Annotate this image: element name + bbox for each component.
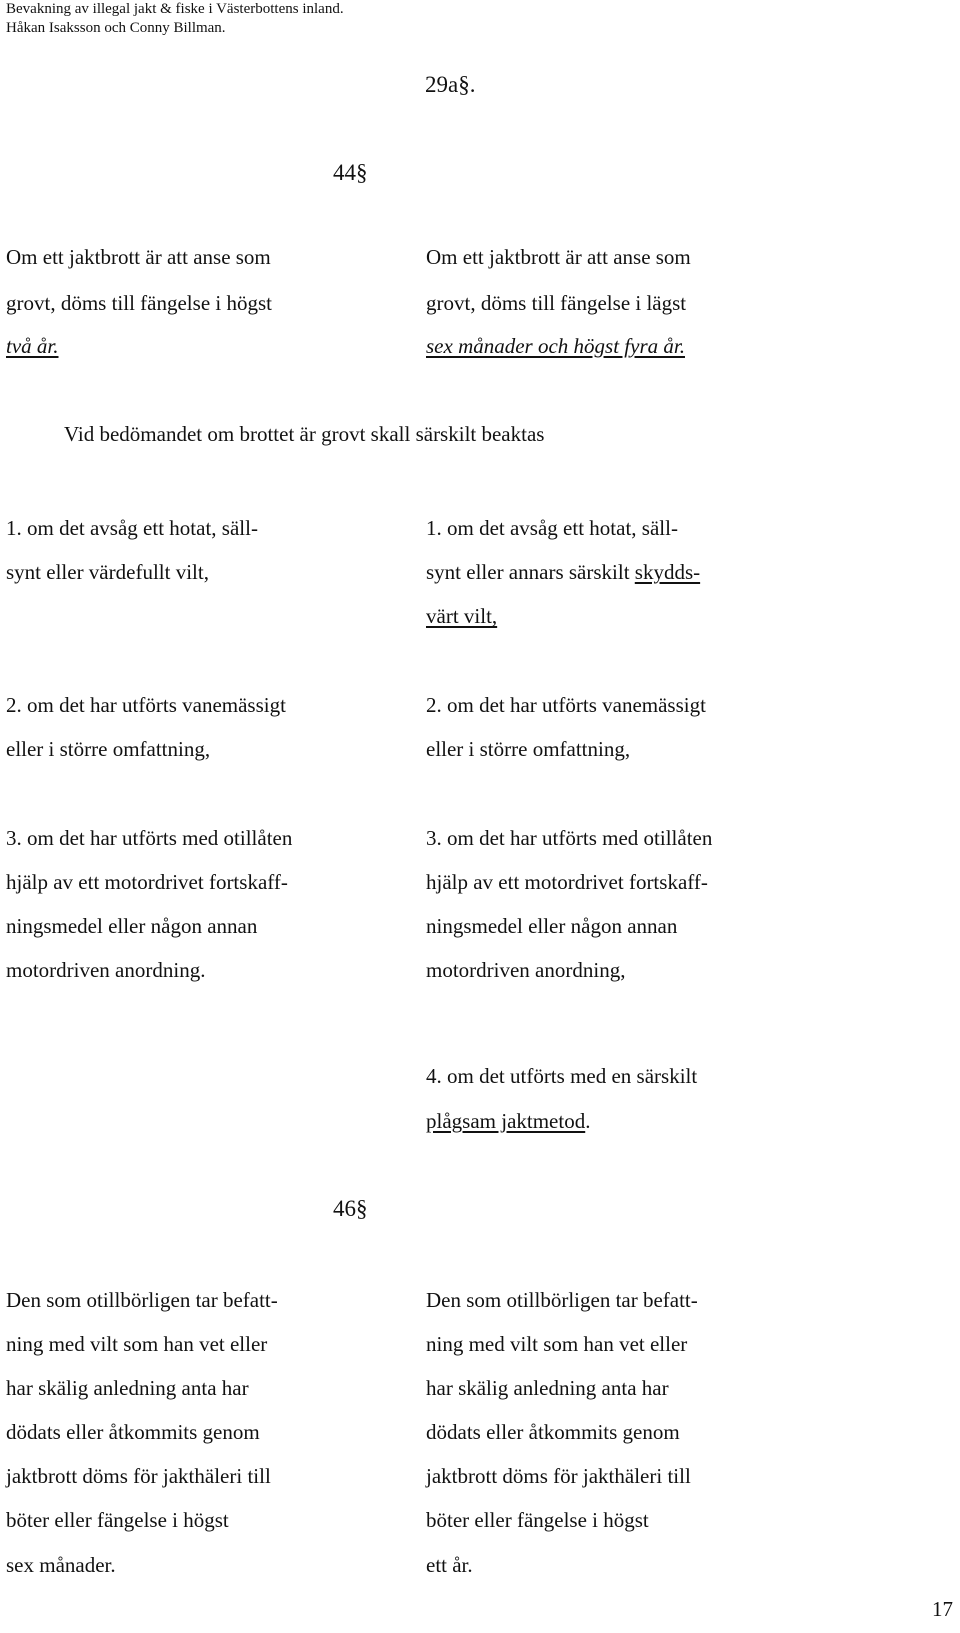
text-line: jaktbrott döms för jakthäleri till [426, 1464, 691, 1488]
text-line: har skälig anledning anta har [426, 1376, 669, 1400]
item1-left-line: synt eller värdefullt vilt, [6, 560, 209, 584]
section-heading: Vid bedömandet om brottet är grovt skall särskilt beaktas [64, 422, 545, 446]
section-46-label: 46§ [333, 1196, 368, 1221]
text-line: ning med vilt som han vet eller [6, 1332, 268, 1356]
text-line: har skälig anledning anta har [6, 1376, 249, 1400]
item3-left-line: motordriven anordning. [6, 958, 206, 982]
text-line: Den som otillbörligen tar befatt- [6, 1288, 278, 1312]
item4-right-line [426, 1108, 590, 1134]
item1-right-line [426, 559, 700, 585]
text-line: grovt, döms till fängelse i högst [6, 291, 272, 315]
text-line: dödats eller åtkommits genom [426, 1420, 680, 1444]
item3-left-line: 3. om det har utförts med otillåten [6, 826, 293, 850]
header-line-2: Håkan Isaksson och Conny Billman. [6, 20, 226, 36]
item1-left-line: 1. om det avsåg ett hotat, säll- [6, 516, 258, 540]
text-line: Om ett jaktbrott är att anse som [426, 245, 691, 269]
item3-right-line: motordriven anordning, [426, 958, 626, 982]
text-line: ett år. [426, 1553, 473, 1577]
item2-left-line: eller i större omfattning, [6, 737, 211, 761]
item4-right-line: 4. om det utförts med en särskilt [426, 1064, 698, 1088]
item2-left-line: 2. om det har utförts vanemässigt [6, 693, 286, 717]
text-line: dödats eller åtkommits genom [6, 1420, 260, 1444]
section-44-label: 44§ [333, 160, 368, 185]
text-line: sex månader. [6, 1553, 116, 1577]
text-line: böter eller fängelse i högst [6, 1508, 229, 1532]
item3-right-line: ningsmedel eller någon annan [426, 914, 678, 938]
item3-left-line: hjälp av ett motordrivet fortskaff- [6, 870, 288, 894]
text-line: Den som otillbörligen tar befatt- [426, 1288, 698, 1312]
text-line: grovt, döms till fängelse i lägst [426, 291, 687, 315]
text-line: jaktbrott döms för jakthäleri till [6, 1464, 271, 1488]
text-line: ning med vilt som han vet eller [426, 1332, 688, 1356]
underlined-text: skydds- [634, 560, 701, 584]
item1-right-line-underlined: värt vilt, [426, 604, 498, 628]
text-line-underlined: två år. [6, 334, 59, 358]
item2-right-line: eller i större omfattning, [426, 737, 631, 761]
section-29a-label: 29a§. [425, 72, 476, 97]
page-number: 17 [932, 1597, 953, 1621]
text-line-underlined: sex månader och högst fyra år. [426, 334, 685, 358]
item3-left-line: ningsmedel eller någon annan [6, 914, 258, 938]
item3-right-line: 3. om det har utförts med otillåten [426, 826, 713, 850]
header-line-1: Bevakning av illegal jakt & fiske i Västerbottens inland. [6, 1, 344, 17]
underlined-text: plågsam jaktmetod [426, 1109, 586, 1133]
item2-right-line: 2. om det har utförts vanemässigt [426, 693, 706, 717]
text-line: böter eller fängelse i högst [426, 1508, 649, 1532]
text-segment: synt eller annars särskilt [426, 560, 635, 584]
text-line: Om ett jaktbrott är att anse som [6, 245, 271, 269]
item1-right-line: 1. om det avsåg ett hotat, säll- [426, 516, 678, 540]
item3-right-line: hjälp av ett motordrivet fortskaff- [426, 870, 708, 894]
text-segment: . [585, 1109, 591, 1133]
